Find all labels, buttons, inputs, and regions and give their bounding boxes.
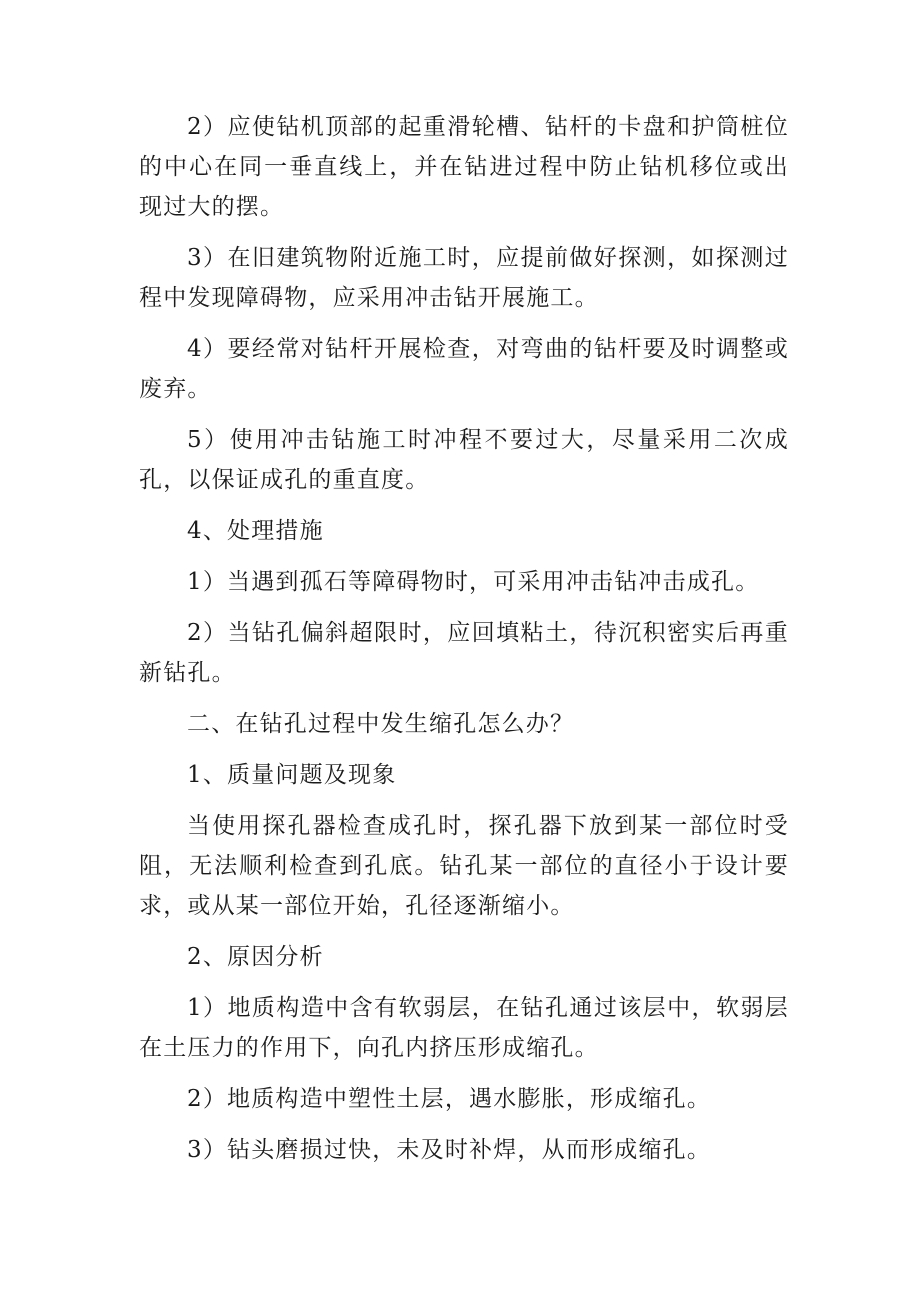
- paragraph-cause-1-soft-layer: 1）地质构造中含有软弱层，在钻孔通过该层中，软弱层在土压力的作用下，向孔内挤压形成缩孔。: [139, 995, 789, 1061]
- paragraph-treatment-1-boulder: 1）当遇到孤石等障碍物时，可采用冲击钻冲击成孔。: [187, 569, 760, 595]
- paragraph-item-4-drill-rod-check: 4）要经常对钻杆开展检查，对弯曲的钻杆要及时调整或废弃。: [139, 336, 789, 402]
- section-heading-quality-problem: 1、质量问题及现象: [187, 762, 397, 788]
- paragraph-item-2-alignment: 2）应使钻机顶部的起重滑轮槽、钻杆的卡盘和护筒桩位的中心在同一垂直线上，并在钻进过程中防止钻机移位或出现过大的摆。: [139, 114, 789, 220]
- section-heading-cause-analysis: 2、原因分析: [187, 944, 324, 970]
- paragraph-cause-3-bit-wear: 3）钻头磨损过快，未及时补焊，从而形成缩孔。: [187, 1137, 712, 1163]
- paragraph-treatment-2-deviation: 2）当钻孔偏斜超限时，应回填粘土，待沉积密实后再重新钻孔。: [139, 620, 789, 686]
- paragraph-quality-problem-description: 当使用探孔器检查成孔时，探孔器下放到某一部位时受阻，无法顺利检查到孔底。钻孔某一部位的直径小于设计要求，或从某一部位开始，孔径逐渐缩小。: [139, 813, 789, 919]
- paragraph-cause-2-plastic-soil: 2）地质构造中塑性土层，遇水膨胀，形成缩孔。: [187, 1086, 712, 1112]
- section-heading-treatment-measures: 4、处理措施: [187, 518, 324, 544]
- document-body: [139, 107, 789, 1181]
- paragraph-item-3-obstacle-detection: 3）在旧建筑物附近施工时，应提前做好探测，如探测过程中发现障碍物，应采用冲击钻开展施工。: [139, 245, 789, 311]
- chapter-heading-necking: 二、在钻孔过程中发生缩孔怎么办？: [187, 711, 575, 737]
- paragraph-item-5-impact-drill-stroke: 5）使用冲击钻施工时冲程不要过大，尽量采用二次成孔，以保证成孔的重直度。: [139, 427, 789, 493]
